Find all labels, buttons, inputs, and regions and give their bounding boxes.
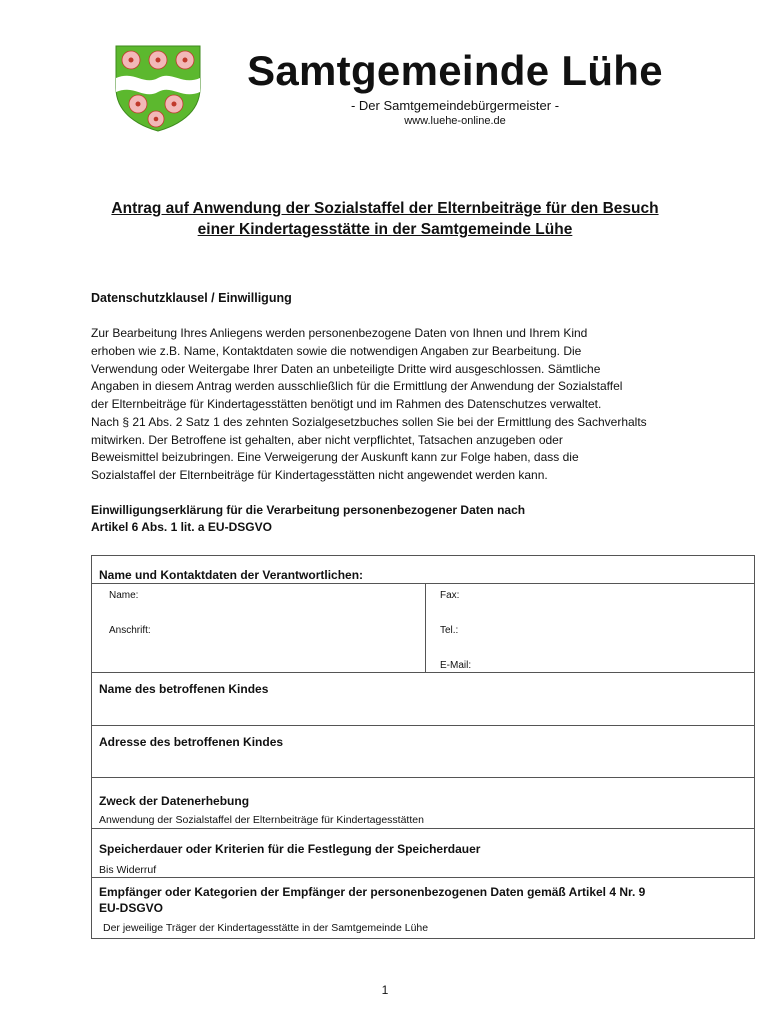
child-name-field[interactable]: Name des betroffenen Kindes	[99, 682, 269, 696]
website-url[interactable]: www.luehe-online.de	[404, 115, 506, 127]
document-title-line-2: einer Kindertagesstätte in der Samtgemeinde Lühe	[197, 221, 573, 238]
paragraph-line: Verwendung oder Weitergabe Ihrer Daten an unbeteiligte Dritte wird ausgeschlossen. Sämtliche	[91, 361, 601, 376]
paragraph-line: Beweismittel beizubringen. Eine Verweigerung der Auskunft kann zur Folge haben, dass die	[91, 450, 579, 465]
paragraph-line: Angaben in diesem Antrag werden ausschließlich für die Ermittlung der Anwendung der Sozialstaffel	[91, 379, 623, 394]
consent-heading-line-2: Artikel 6 Abs. 1 lit. a EU-DSGVO	[91, 520, 272, 534]
row-divider	[92, 725, 754, 726]
column-divider	[425, 583, 426, 672]
name-field[interactable]: Name:	[109, 590, 139, 601]
municipality-subtitle: - Der Samtgemeindebürgermeister -	[350, 98, 560, 113]
page-number: 1	[381, 983, 389, 997]
paragraph-line: Sozialstaffel der Elternbeiträge für Kindertagesstätten nicht angewendet werden kann.	[91, 468, 548, 482]
consent-heading-line-1: Einwilligungserklärung für die Verarbeitung personenbezogener Daten nach	[91, 503, 526, 517]
municipality-name: Samtgemeinde Lühe	[247, 47, 663, 94]
address-field[interactable]: Anschrift:	[109, 625, 151, 636]
consent-heading	[91, 502, 651, 536]
paragraph-line: erhoben wie z.B. Name, Kontaktdaten sowie die notwendigen Angaben zur Bearbeitung. Die	[91, 343, 582, 358]
row-divider	[92, 828, 754, 829]
document-title-line-1: Antrag auf Anwendung der Sozialstaffel der Elternbeiträge für den Besuch	[111, 200, 659, 217]
paragraph-line: mitwirken. Der Betroffene ist gehalten, aber nicht verpflichtet, Tatsachen anzugeben oder	[91, 432, 563, 447]
storage-label: Speicherdauer oder Kriterien für die Festlegung der Speicherdauer	[99, 842, 481, 856]
document-title	[70, 198, 700, 240]
section-heading: Datenschutzklausel / Einwilligung	[91, 291, 292, 305]
recipients-value: Der jeweilige Träger der Kindertagesstätte in der Samtgemeinde Lühe	[103, 922, 429, 934]
phone-field[interactable]: Tel.:	[440, 625, 459, 636]
recipients-label-line-2: EU-DSGVO	[99, 901, 164, 915]
recipients-label-line-1: Empfänger oder Kategorien der Empfänger der personenbezogenen Daten gemäß Artikel 4 Nr. 9	[99, 885, 646, 899]
row-divider	[92, 877, 754, 878]
purpose-label: Zweck der Datenerhebung	[99, 794, 250, 808]
row-divider	[92, 777, 754, 778]
fax-field[interactable]: Fax:	[440, 590, 460, 601]
email-field[interactable]: E-Mail:	[440, 660, 472, 671]
contact-heading: Name und Kontaktdaten der Verantwortlichen:	[99, 568, 364, 582]
storage-value: Bis Widerruf	[99, 864, 157, 876]
paragraph-line: Zur Bearbeitung Ihres Anliegens werden personenbezogene Daten von Ihnen und Ihrem Kind	[91, 326, 588, 340]
coat-of-arms-icon	[114, 44, 202, 132]
row-divider	[92, 672, 754, 673]
paragraph-line: der Elternbeiträge für Kindertagesstätten benötigt und im Rahmen des Datenschutzes verwaltet.	[91, 397, 602, 411]
privacy-paragraph	[91, 325, 691, 485]
row-divider	[92, 583, 754, 584]
paragraph-line: Nach § 21 Abs. 2 Satz 1 des zehnten Sozialgesetzbuches sollen Sie bei der Ermittlung des Sachverhalts	[91, 414, 647, 429]
child-address-field[interactable]: Adresse des betroffenen Kindes	[99, 735, 284, 749]
purpose-value: Anwendung der Sozialstaffel der Elternbeiträge für Kindertagesstätten	[99, 814, 424, 826]
consent-form-table	[91, 555, 755, 939]
